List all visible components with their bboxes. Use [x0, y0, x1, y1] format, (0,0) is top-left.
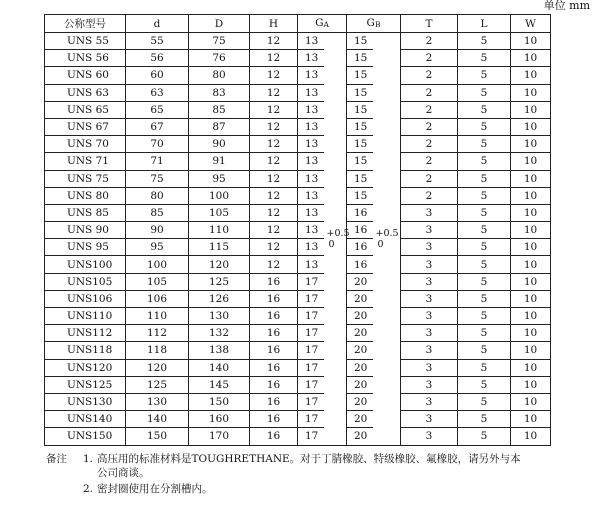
cell-GA: 17	[298, 393, 324, 410]
cell-W: 10	[511, 273, 551, 290]
cell-GB: 20	[347, 273, 373, 290]
cell-L: 5	[458, 170, 511, 187]
cell-W: 10	[511, 204, 551, 221]
cell-H: 12	[250, 153, 298, 170]
cell-H: 16	[250, 411, 298, 428]
note-item-2	[83, 482, 213, 496]
cell-model: UNS120	[45, 359, 126, 376]
cell-W: 10	[511, 411, 551, 428]
cell-H: 16	[250, 342, 298, 359]
cell-T: 2	[401, 101, 458, 118]
cell-W: 10	[511, 136, 551, 153]
cell-T: 3	[401, 342, 458, 359]
cell-GB: 20	[347, 411, 373, 428]
cell-GB: 15	[347, 33, 373, 50]
tolerance-GA	[324, 33, 350, 446]
cell-L: 5	[458, 222, 511, 239]
cell-d: 118	[126, 342, 189, 359]
cell-H: 12	[250, 256, 298, 273]
note-2-number: 2.	[83, 483, 94, 495]
cell-D: 91	[189, 153, 250, 170]
cell-T: 3	[401, 239, 458, 256]
cell-GB: 15	[347, 67, 373, 84]
cell-T: 3	[401, 428, 458, 445]
cell-GA: 17	[298, 325, 324, 342]
cell-GA: 17	[298, 273, 324, 290]
cell-H: 16	[250, 290, 298, 307]
table-row	[45, 187, 551, 204]
tolerance-upper: +0.5	[326, 227, 350, 239]
cell-model: UNS 63	[45, 84, 126, 101]
cell-d: 55	[126, 33, 189, 50]
cell-GA: 13	[298, 67, 324, 84]
cell-T: 3	[401, 308, 458, 325]
cell-L: 5	[458, 308, 511, 325]
cell-D: 130	[189, 308, 250, 325]
cell-GB: 20	[347, 342, 373, 359]
cell-D: 110	[189, 222, 250, 239]
header-D: D	[189, 15, 250, 33]
cell-GA: 17	[298, 308, 324, 325]
note-1-number: 1.	[83, 453, 94, 465]
table-row	[45, 50, 551, 67]
note-item-1	[83, 452, 563, 480]
cell-D: 138	[189, 342, 250, 359]
cell-GA: 17	[298, 428, 324, 445]
cell-GA: 17	[298, 376, 324, 393]
cell-GA: 13	[298, 136, 324, 153]
tolerance-lower: 0	[328, 238, 335, 250]
cell-H: 12	[250, 67, 298, 84]
cell-L: 5	[458, 342, 511, 359]
table-row	[45, 411, 551, 428]
header-GA-main: G	[315, 17, 324, 29]
cell-GA: 17	[298, 290, 324, 307]
cell-D: 140	[189, 359, 250, 376]
table-row	[45, 118, 551, 135]
table-row	[45, 239, 551, 256]
cell-H: 12	[250, 118, 298, 135]
table-row	[45, 359, 551, 376]
cell-d: 71	[126, 153, 189, 170]
table-row	[45, 393, 551, 410]
cell-H: 12	[250, 187, 298, 204]
cell-T: 2	[401, 67, 458, 84]
cell-GA: 17	[298, 342, 324, 359]
cell-d: 75	[126, 170, 189, 187]
cell-H: 12	[250, 222, 298, 239]
table-row	[45, 153, 551, 170]
cell-H: 16	[250, 273, 298, 290]
tolerance-GB	[373, 33, 401, 446]
cell-T: 2	[401, 187, 458, 204]
cell-L: 5	[458, 153, 511, 170]
cell-L: 5	[458, 204, 511, 221]
cell-H: 16	[250, 308, 298, 325]
cell-D: 115	[189, 239, 250, 256]
cell-GA: 17	[298, 359, 324, 376]
cell-L: 5	[458, 256, 511, 273]
cell-model: UNS150	[45, 428, 126, 445]
cell-GA: 13	[298, 33, 324, 50]
cell-model: UNS140	[45, 411, 126, 428]
table-row	[45, 170, 551, 187]
cell-model: UNS100	[45, 256, 126, 273]
cell-d: 65	[126, 101, 189, 118]
cell-d: 85	[126, 204, 189, 221]
cell-model: UNS 71	[45, 153, 126, 170]
cell-H: 12	[250, 50, 298, 67]
cell-D: 100	[189, 187, 250, 204]
cell-GB: 16	[347, 239, 373, 256]
cell-d: 56	[126, 50, 189, 67]
table-row	[45, 136, 551, 153]
cell-D: 170	[189, 428, 250, 445]
cell-GA: 13	[298, 50, 324, 67]
cell-W: 10	[511, 239, 551, 256]
cell-model: UNS 55	[45, 33, 126, 50]
cell-T: 2	[401, 50, 458, 67]
cell-GB: 15	[347, 101, 373, 118]
cell-d: 63	[126, 84, 189, 101]
cell-T: 2	[401, 170, 458, 187]
cell-model: UNS110	[45, 308, 126, 325]
header-GA-sub: A	[323, 20, 329, 29]
cell-T: 3	[401, 393, 458, 410]
cell-GB: 20	[347, 290, 373, 307]
cell-GB: 15	[347, 84, 373, 101]
header-L: L	[458, 15, 511, 33]
cell-W: 10	[511, 342, 551, 359]
cell-H: 12	[250, 33, 298, 50]
cell-H: 12	[250, 84, 298, 101]
cell-model: UNS 85	[45, 204, 126, 221]
cell-GB: 20	[347, 376, 373, 393]
cell-L: 5	[458, 84, 511, 101]
cell-L: 5	[458, 101, 511, 118]
cell-d: 100	[126, 256, 189, 273]
cell-H: 12	[250, 239, 298, 256]
cell-d: 130	[126, 393, 189, 410]
unit-label: 单位 mm	[543, 0, 590, 12]
table-row	[45, 222, 551, 239]
cell-W: 10	[511, 101, 551, 118]
cell-GB: 16	[347, 222, 373, 239]
cell-model: UNS 90	[45, 222, 126, 239]
table-row	[45, 67, 551, 84]
cell-GB: 15	[347, 187, 373, 204]
tolerance-lower: 0	[377, 238, 384, 250]
cell-T: 2	[401, 118, 458, 135]
header-GB-sub: B	[374, 20, 381, 29]
header-GA	[298, 15, 347, 33]
tolerance-upper: +0.5	[375, 227, 399, 239]
note-1-line1: 高压用的标准材料是TOUGHRETHANE。对于丁腈橡胶、特级橡胶、氟橡胶，请另外与本	[97, 453, 521, 465]
table-row	[45, 308, 551, 325]
cell-GA: 13	[298, 239, 324, 256]
cell-D: 95	[189, 170, 250, 187]
cell-d: 125	[126, 376, 189, 393]
cell-W: 10	[511, 153, 551, 170]
cell-T: 3	[401, 222, 458, 239]
cell-T: 3	[401, 411, 458, 428]
cell-GB: 15	[347, 170, 373, 187]
cell-T: 2	[401, 136, 458, 153]
cell-d: 112	[126, 325, 189, 342]
cell-GA: 13	[298, 204, 324, 221]
cell-H: 16	[250, 359, 298, 376]
note-1-line2: 公司商谈。	[97, 467, 150, 479]
cell-L: 5	[458, 187, 511, 204]
cell-T: 2	[401, 84, 458, 101]
cell-model: UNS 70	[45, 136, 126, 153]
cell-D: 150	[189, 393, 250, 410]
header-T: T	[401, 15, 458, 33]
cell-W: 10	[511, 222, 551, 239]
cell-T: 3	[401, 359, 458, 376]
cell-GA: 13	[298, 101, 324, 118]
cell-d: 67	[126, 118, 189, 135]
cell-d: 105	[126, 273, 189, 290]
table-row	[45, 342, 551, 359]
cell-D: 75	[189, 33, 250, 50]
cell-model: UNS 75	[45, 170, 126, 187]
cell-W: 10	[511, 308, 551, 325]
cell-GA: 13	[298, 153, 324, 170]
cell-D: 145	[189, 376, 250, 393]
cell-H: 16	[250, 428, 298, 445]
cell-L: 5	[458, 136, 511, 153]
notes-label: 备注	[46, 453, 67, 465]
cell-GA: 13	[298, 84, 324, 101]
cell-L: 5	[458, 428, 511, 445]
cell-H: 16	[250, 325, 298, 342]
cell-model: UNS 60	[45, 67, 126, 84]
cell-d: 70	[126, 136, 189, 153]
cell-D: 90	[189, 136, 250, 153]
cell-L: 5	[458, 67, 511, 84]
table-row	[45, 428, 551, 445]
cell-d: 95	[126, 239, 189, 256]
header-row	[45, 15, 551, 33]
cell-GA: 13	[298, 170, 324, 187]
spec-table-body	[45, 33, 551, 446]
cell-D: 125	[189, 273, 250, 290]
table-row	[45, 33, 551, 50]
cell-W: 10	[511, 393, 551, 410]
header-d: d	[126, 15, 189, 33]
table-row	[45, 256, 551, 273]
cell-GB: 16	[347, 204, 373, 221]
cell-d: 90	[126, 222, 189, 239]
cell-d: 150	[126, 428, 189, 445]
cell-model: UNS112	[45, 325, 126, 342]
cell-T: 3	[401, 256, 458, 273]
cell-W: 10	[511, 359, 551, 376]
cell-T: 2	[401, 33, 458, 50]
cell-T: 2	[401, 153, 458, 170]
cell-model: UNS 65	[45, 101, 126, 118]
cell-D: 132	[189, 325, 250, 342]
cell-T: 3	[401, 204, 458, 221]
cell-GA: 13	[298, 187, 324, 204]
cell-T: 3	[401, 325, 458, 342]
cell-d: 110	[126, 308, 189, 325]
cell-D: 87	[189, 118, 250, 135]
cell-L: 5	[458, 50, 511, 67]
cell-d: 60	[126, 67, 189, 84]
cell-D: 160	[189, 411, 250, 428]
cell-model: UNS 56	[45, 50, 126, 67]
table-row	[45, 84, 551, 101]
cell-L: 5	[458, 376, 511, 393]
cell-d: 140	[126, 411, 189, 428]
cell-W: 10	[511, 67, 551, 84]
cell-L: 5	[458, 118, 511, 135]
cell-W: 10	[511, 428, 551, 445]
cell-W: 10	[511, 376, 551, 393]
header-model: 公称型号	[45, 15, 126, 33]
cell-W: 10	[511, 325, 551, 342]
cell-GB: 20	[347, 359, 373, 376]
cell-W: 10	[511, 84, 551, 101]
cell-T: 3	[401, 290, 458, 307]
table-row	[45, 204, 551, 221]
cell-L: 5	[458, 325, 511, 342]
cell-GA: 17	[298, 411, 324, 428]
cell-D: 83	[189, 84, 250, 101]
cell-GB: 20	[347, 428, 373, 445]
cell-model: UNS118	[45, 342, 126, 359]
cell-model: UNS106	[45, 290, 126, 307]
cell-H: 12	[250, 204, 298, 221]
cell-GB: 20	[347, 325, 373, 342]
cell-d: 106	[126, 290, 189, 307]
cell-GB: 20	[347, 308, 373, 325]
cell-W: 10	[511, 290, 551, 307]
cell-GB: 15	[347, 50, 373, 67]
cell-GB: 16	[347, 256, 373, 273]
table-row	[45, 376, 551, 393]
cell-W: 10	[511, 50, 551, 67]
cell-GB: 15	[347, 136, 373, 153]
cell-H: 16	[250, 393, 298, 410]
cell-L: 5	[458, 411, 511, 428]
cell-model: UNS 67	[45, 118, 126, 135]
cell-GB: 15	[347, 153, 373, 170]
cell-T: 3	[401, 376, 458, 393]
cell-d: 80	[126, 187, 189, 204]
cell-D: 126	[189, 290, 250, 307]
cell-D: 76	[189, 50, 250, 67]
cell-model: UNS 80	[45, 187, 126, 204]
cell-GA: 13	[298, 222, 324, 239]
cell-D: 80	[189, 67, 250, 84]
cell-H: 12	[250, 170, 298, 187]
cell-model: UNS 95	[45, 239, 126, 256]
table-row	[45, 290, 551, 307]
cell-model: UNS130	[45, 393, 126, 410]
spec-table	[44, 14, 551, 446]
cell-L: 5	[458, 359, 511, 376]
cell-D: 120	[189, 256, 250, 273]
cell-L: 5	[458, 273, 511, 290]
cell-d: 120	[126, 359, 189, 376]
cell-W: 10	[511, 187, 551, 204]
cell-W: 10	[511, 118, 551, 135]
cell-H: 12	[250, 101, 298, 118]
table-row	[45, 325, 551, 342]
header-GB	[347, 15, 401, 33]
cell-GB: 15	[347, 118, 373, 135]
cell-D: 105	[189, 204, 250, 221]
cell-model: UNS125	[45, 376, 126, 393]
cell-L: 5	[458, 393, 511, 410]
cell-W: 10	[511, 33, 551, 50]
cell-GB: 20	[347, 393, 373, 410]
cell-GA: 13	[298, 118, 324, 135]
cell-L: 5	[458, 290, 511, 307]
cell-model: UNS105	[45, 273, 126, 290]
cell-L: 5	[458, 239, 511, 256]
cell-GA: 13	[298, 256, 324, 273]
header-W: W	[511, 15, 551, 33]
cell-T: 3	[401, 273, 458, 290]
cell-D: 85	[189, 101, 250, 118]
table-row	[45, 101, 551, 118]
note-2-line1: 密封圈使用在分割槽内。	[97, 483, 213, 495]
cell-H: 12	[250, 136, 298, 153]
cell-H: 16	[250, 376, 298, 393]
cell-L: 5	[458, 33, 511, 50]
cell-W: 10	[511, 256, 551, 273]
header-H: H	[250, 15, 298, 33]
header-GB-main: G	[366, 17, 375, 29]
table-row	[45, 273, 551, 290]
cell-W: 10	[511, 170, 551, 187]
